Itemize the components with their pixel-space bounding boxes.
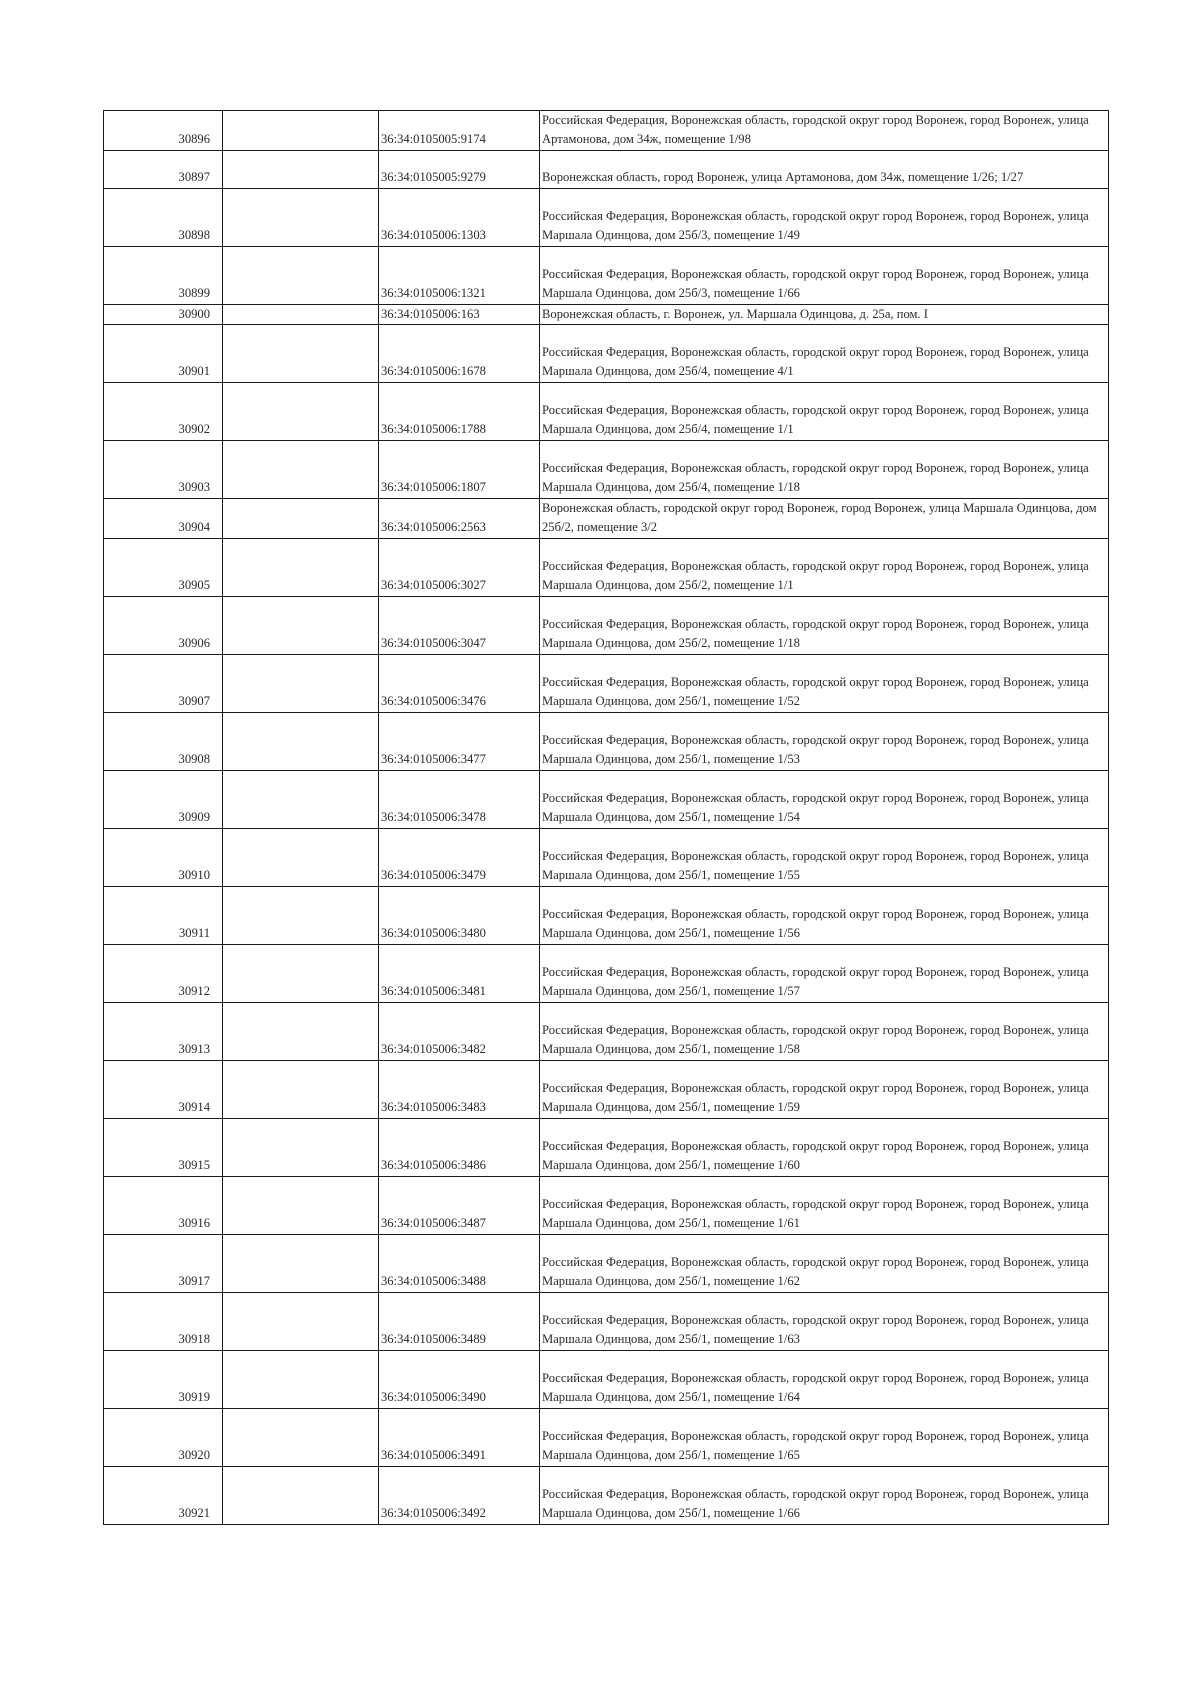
cadastral-number-cell: 36:34:0105006:3487	[379, 1177, 540, 1235]
cadastral-number-cell: 36:34:0105006:3047	[379, 597, 540, 655]
row-number-cell: 30918	[104, 1293, 223, 1351]
address-cell: Российская Федерация, Воронежская область, городской округ город Воронеж, город Воронеж, улица Маршала Одинцова, дом 25б/1, помещение 1/59	[540, 1061, 1109, 1119]
empty-cell	[223, 441, 379, 499]
address-cell: Российская Федерация, Воронежская область, городской округ город Воронеж, город Воронеж, улица Маршала Одинцова, дом 25б/1, помещение 1/63	[540, 1293, 1109, 1351]
cadastral-number-cell: 36:34:0105005:9279	[379, 151, 540, 189]
cadastral-number-cell: 36:34:0105006:1807	[379, 441, 540, 499]
empty-cell	[223, 713, 379, 771]
row-number-cell: 30916	[104, 1177, 223, 1235]
empty-cell	[223, 383, 379, 441]
table-row	[104, 1293, 1109, 1351]
address-cell: Российская Федерация, Воронежская область, городской округ город Воронеж, город Воронеж, улица Маршала Одинцова, дом 25б/1, помещение 1/64	[540, 1351, 1109, 1409]
row-number-cell: 30912	[104, 945, 223, 1003]
address-cell: Российская Федерация, Воронежская область, городской округ город Воронеж, город Воронеж, улица Маршала Одинцова, дом 25б/1, помещение 1/57	[540, 945, 1109, 1003]
address-cell: Российская Федерация, Воронежская область, городской округ город Воронеж, город Воронеж, улица Маршала Одинцова, дом 25б/1, помещение 1/53	[540, 713, 1109, 771]
table-row	[104, 305, 1109, 325]
empty-cell	[223, 1235, 379, 1293]
row-number-cell: 30902	[104, 383, 223, 441]
registry-table-body	[104, 111, 1109, 1525]
empty-cell	[223, 189, 379, 247]
empty-cell	[223, 325, 379, 383]
address-cell: Российская Федерация, Воронежская область, городской округ город Воронеж, город Воронеж, улица Маршала Одинцова, дом 25б/1, помещение 1/65	[540, 1409, 1109, 1467]
row-number-cell: 30914	[104, 1061, 223, 1119]
table-row	[104, 1003, 1109, 1061]
row-number-cell: 30904	[104, 499, 223, 539]
row-number-cell: 30899	[104, 247, 223, 305]
address-cell: Российская Федерация, Воронежская область, городской округ город Воронеж, город Воронеж, улица Маршала Одинцова, дом 25б/2, помещение 1/18	[540, 597, 1109, 655]
table-row	[104, 325, 1109, 383]
cadastral-number-cell: 36:34:0105006:3491	[379, 1409, 540, 1467]
cadastral-number-cell: 36:34:0105006:2563	[379, 499, 540, 539]
cadastral-number-cell: 36:34:0105006:3490	[379, 1351, 540, 1409]
cadastral-number-cell: 36:34:0105006:1678	[379, 325, 540, 383]
row-number-cell: 30898	[104, 189, 223, 247]
cadastral-number-cell: 36:34:0105006:3480	[379, 887, 540, 945]
cadastral-number-cell: 36:34:0105006:3481	[379, 945, 540, 1003]
empty-cell	[223, 1467, 379, 1525]
address-cell: Российская Федерация, Воронежская область, городской округ город Воронеж, город Воронеж, улица Маршала Одинцова, дом 25б/4, помещение 1/18	[540, 441, 1109, 499]
cadastral-number-cell: 36:34:0105006:163	[379, 305, 540, 325]
row-number-cell: 30900	[104, 305, 223, 325]
address-cell: Воронежская область, город Воронеж, улица Артамонова, дом 34ж, помещение 1/26; 1/27	[540, 151, 1109, 189]
empty-cell	[223, 771, 379, 829]
empty-cell	[223, 1177, 379, 1235]
table-row	[104, 189, 1109, 247]
row-number-cell: 30917	[104, 1235, 223, 1293]
cadastral-number-cell: 36:34:0105006:3488	[379, 1235, 540, 1293]
row-number-cell: 30906	[104, 597, 223, 655]
table-row	[104, 887, 1109, 945]
row-number-cell: 30920	[104, 1409, 223, 1467]
table-row	[104, 1467, 1109, 1525]
cadastral-number-cell: 36:34:0105006:1321	[379, 247, 540, 305]
row-number-cell: 30911	[104, 887, 223, 945]
cadastral-number-cell: 36:34:0105006:3486	[379, 1119, 540, 1177]
cadastral-number-cell: 36:34:0105006:3489	[379, 1293, 540, 1351]
address-cell: Российская Федерация, Воронежская область, городской округ город Воронеж, город Воронеж, улица Маршала Одинцова, дом 25б/3, помещение 1/49	[540, 189, 1109, 247]
address-cell: Российская Федерация, Воронежская область, городской округ город Воронеж, город Воронеж, улица Маршала Одинцова, дом 25б/1, помещение 1/55	[540, 829, 1109, 887]
row-number-cell: 30921	[104, 1467, 223, 1525]
table-row	[104, 499, 1109, 539]
table-row	[104, 1061, 1109, 1119]
cadastral-number-cell: 36:34:0105006:3027	[379, 539, 540, 597]
cadastral-number-cell: 36:34:0105006:1303	[379, 189, 540, 247]
table-row	[104, 383, 1109, 441]
row-number-cell: 30907	[104, 655, 223, 713]
row-number-cell: 30913	[104, 1003, 223, 1061]
empty-cell	[223, 1351, 379, 1409]
cadastral-number-cell: 36:34:0105006:3478	[379, 771, 540, 829]
row-number-cell: 30908	[104, 713, 223, 771]
empty-cell	[223, 945, 379, 1003]
table-row	[104, 539, 1109, 597]
empty-cell	[223, 1293, 379, 1351]
table-row	[104, 111, 1109, 151]
table-row	[104, 713, 1109, 771]
empty-cell	[223, 1003, 379, 1061]
address-cell: Российская Федерация, Воронежская область, городской округ город Воронеж, город Воронеж, улица Маршала Одинцова, дом 25б/1, помещение 1/52	[540, 655, 1109, 713]
cadastral-number-cell: 36:34:0105006:3476	[379, 655, 540, 713]
table-row	[104, 1351, 1109, 1409]
address-cell: Российская Федерация, Воронежская область, городской округ город Воронеж, город Воронеж, улица Артамонова, дом 34ж, помещение 1/98	[540, 111, 1109, 151]
address-cell: Воронежская область, городской округ город Воронеж, город Воронеж, улица Маршала Одинцова, дом 25б/2, помещение 3/2	[540, 499, 1109, 539]
empty-cell	[223, 1409, 379, 1467]
row-number-cell: 30905	[104, 539, 223, 597]
address-cell: Воронежская область, г. Воронеж, ул. Маршала Одинцова, д. 25а, пом. I	[540, 305, 1109, 325]
cadastral-number-cell: 36:34:0105006:1788	[379, 383, 540, 441]
empty-cell	[223, 539, 379, 597]
cadastral-number-cell: 36:34:0105006:3492	[379, 1467, 540, 1525]
table-row	[104, 151, 1109, 189]
cadastral-number-cell: 36:34:0105006:3483	[379, 1061, 540, 1119]
table-row	[104, 771, 1109, 829]
row-number-cell: 30897	[104, 151, 223, 189]
table-row	[104, 1235, 1109, 1293]
empty-cell	[223, 887, 379, 945]
empty-cell	[223, 247, 379, 305]
address-cell: Российская Федерация, Воронежская область, городской округ город Воронеж, город Воронеж, улица Маршала Одинцова, дом 25б/4, помещение 4/1	[540, 325, 1109, 383]
cadastral-number-cell: 36:34:0105006:3477	[379, 713, 540, 771]
address-cell: Российская Федерация, Воронежская область, городской округ город Воронеж, город Воронеж, улица Маршала Одинцова, дом 25б/1, помещение 1/54	[540, 771, 1109, 829]
empty-cell	[223, 829, 379, 887]
property-registry-table	[103, 110, 1109, 1525]
row-number-cell: 30910	[104, 829, 223, 887]
table-row	[104, 441, 1109, 499]
address-cell: Российская Федерация, Воронежская область, городской округ город Воронеж, город Воронеж, улица Маршала Одинцова, дом 25б/1, помещение 1/56	[540, 887, 1109, 945]
row-number-cell: 30919	[104, 1351, 223, 1409]
empty-cell	[223, 305, 379, 325]
address-cell: Российская Федерация, Воронежская область, городской округ город Воронеж, город Воронеж, улица Маршала Одинцова, дом 25б/1, помещение 1/60	[540, 1119, 1109, 1177]
table-row	[104, 1119, 1109, 1177]
empty-cell	[223, 1119, 379, 1177]
address-cell: Российская Федерация, Воронежская область, городской округ город Воронеж, город Воронеж, улица Маршала Одинцова, дом 25б/1, помещение 1/66	[540, 1467, 1109, 1525]
empty-cell	[223, 655, 379, 713]
address-cell: Российская Федерация, Воронежская область, городской округ город Воронеж, город Воронеж, улица Маршала Одинцова, дом 25б/3, помещение 1/66	[540, 247, 1109, 305]
empty-cell	[223, 499, 379, 539]
table-row	[104, 1177, 1109, 1235]
address-cell: Российская Федерация, Воронежская область, городской округ город Воронеж, город Воронеж, улица Маршала Одинцова, дом 25б/2, помещение 1/1	[540, 539, 1109, 597]
empty-cell	[223, 151, 379, 189]
table-row	[104, 655, 1109, 713]
row-number-cell: 30896	[104, 111, 223, 151]
address-cell: Российская Федерация, Воронежская область, городской округ город Воронеж, город Воронеж, улица Маршала Одинцова, дом 25б/1, помещение 1/62	[540, 1235, 1109, 1293]
row-number-cell: 30903	[104, 441, 223, 499]
table-row	[104, 1409, 1109, 1467]
table-row	[104, 597, 1109, 655]
cadastral-number-cell: 36:34:0105006:3482	[379, 1003, 540, 1061]
table-row	[104, 945, 1109, 1003]
empty-cell	[223, 597, 379, 655]
table-row	[104, 829, 1109, 887]
row-number-cell: 30915	[104, 1119, 223, 1177]
empty-cell	[223, 1061, 379, 1119]
row-number-cell: 30901	[104, 325, 223, 383]
address-cell: Российская Федерация, Воронежская область, городской округ город Воронеж, город Воронеж, улица Маршала Одинцова, дом 25б/1, помещение 1/61	[540, 1177, 1109, 1235]
cadastral-number-cell: 36:34:0105006:3479	[379, 829, 540, 887]
table-row	[104, 247, 1109, 305]
address-cell: Российская Федерация, Воронежская область, городской округ город Воронеж, город Воронеж, улица Маршала Одинцова, дом 25б/4, помещение 1/1	[540, 383, 1109, 441]
empty-cell	[223, 111, 379, 151]
cadastral-number-cell: 36:34:0105005:9174	[379, 111, 540, 151]
row-number-cell: 30909	[104, 771, 223, 829]
address-cell: Российская Федерация, Воронежская область, городской округ город Воронеж, город Воронеж, улица Маршала Одинцова, дом 25б/1, помещение 1/58	[540, 1003, 1109, 1061]
